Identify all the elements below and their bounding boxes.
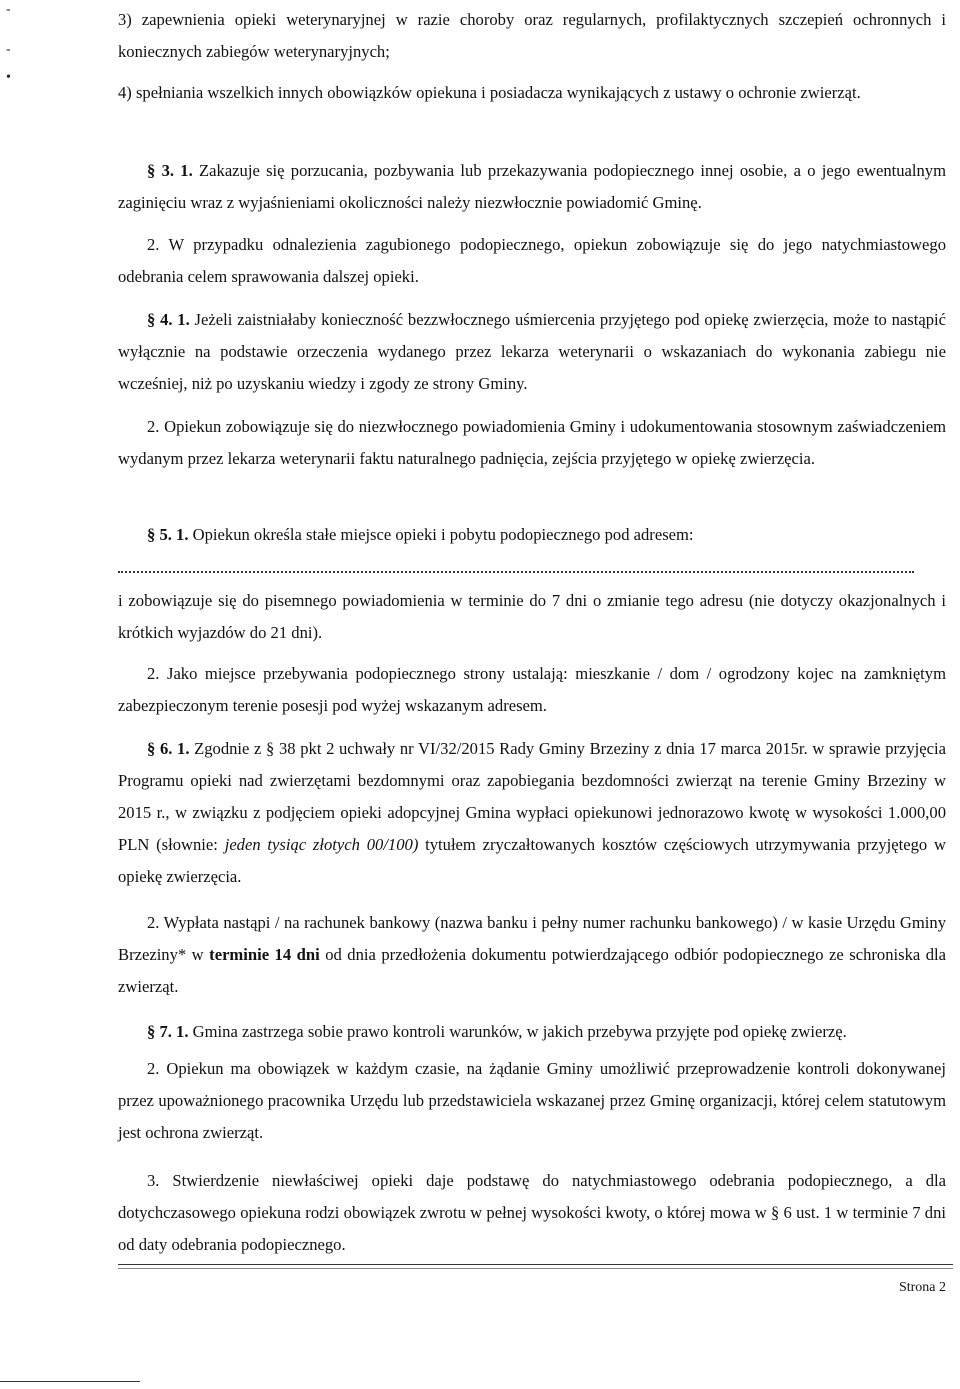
section-6-p2-text-end: od dnia przedłożenia dokumentu potwierdzającego odbiór podopiecznego ze schroniska dla zwierząt. [118,945,946,996]
payment-deadline: terminie 14 dni [209,945,320,964]
section-7-paragraph-1 [118,1016,946,1048]
section-3-p2-text: 2. W przypadku odnalezienia zagubionego podopiecznego, opiekun zobowiązuje się do jego natychmiastowego odebrania celem sprawowania dalszej opieki. [118,235,946,286]
list-item-3-text: 3) zapewnienia opieki weterynaryjnej w razie choroby oraz regularnych, profilaktycznych szczepień ochronnych i koniecznych zabiegów weterynaryjnych; [118,10,946,61]
list-item-4 [118,77,946,109]
section-5-p1-text: Opiekun określa stałe miejsce opieki i pobytu podopiecznego pod adresem: [192,525,694,544]
section-4-paragraph-1 [118,304,946,400]
section-4-heading: § 4. 1. [147,310,190,329]
section-4-p2-text: 2. Opiekun zobowiązuje się do niezwłocznego powiadomienia Gminy i udokumentowania stosownym zaświadczeniem wydanym przez lekarza weterynarii faktu naturalnego padnięcia, zejścia przyjętego w opiekę zwierzęcia. [118,417,946,468]
bottom-edge-rule [0,1381,140,1382]
section-6-paragraph-1 [118,733,946,893]
section-6-paragraph-2 [118,907,946,1003]
footer-rule-secondary [118,1268,953,1269]
section-5-heading: § 5. 1. [147,525,189,544]
page-number: Strona 2 [898,1280,946,1295]
section-6-p2-text: 2. Wypłata nastąpi / na rachunek bankowy (nazwa banku i pełny numer rachunku bankowego) / w kasie Urzędu Gminy Brzeziny* w [118,913,946,964]
footer-rule [118,1264,953,1265]
amount-in-words: jeden tysiąc złotych 00/100) [224,835,419,854]
section-4-paragraph-2 [118,411,946,475]
list-item-3 [118,4,946,68]
section-4-p1-text: Jeżeli zaistniałaby konieczność bezzwłocznego uśmiercenia przyjętego pod opiekę zwierzęcia, może to nastąpić wyłącznie na podstawie orzeczenia wydanego przez lekarza weterynarii o wskazaniach do wykonania zabiegu nie wcześniej, niż po uzyskaniu wiedzy i zgody ze strony Gminy. [118,310,946,393]
margin-mark: • [6,70,11,85]
section-5-paragraph-1-cont [118,585,946,649]
list-item-4-text: 4) spełniania wszelkich innych obowiązków opiekuna i posiadacza wynikających z ustawy o ochronie zwierząt. [118,83,861,102]
margin-mark: - [6,42,11,57]
section-7-paragraph-2 [118,1053,946,1149]
section-5-p1b-text: i zobowiązuje się do pisemnego powiadomienia w terminie do 7 dni o zmianie tego adresu (nie dotyczy okazjonalnych i krótkich wyjazdów do 21 dni). [118,591,946,642]
section-7-p2-text: 2. Opiekun ma obowiązek w każdym czasie, na żądanie Gminy umożliwić przeprowadzenie kontroli dokonywanej przez upoważnionego pracownika Urzędu lub przedstawiciela wskazanej przez Gminę organizacji, której celem statutowym jest ochrona zwierząt. [118,1059,946,1142]
section-6-p1-text-end: tytułem zryczałtowanych kosztów częściowych utrzymywania przyjętego w opiekę zwierzęcia. [118,835,946,886]
section-5-paragraph-1 [118,519,946,551]
section-5-paragraph-2 [118,658,946,722]
section-3-paragraph-2 [118,229,946,293]
section-3-p1-text: Zakazuje się porzucania, pozbywania lub przekazywania podopiecznego innej osobie, a o jego ewentualnym zaginięciu wraz z wyjaśnieniami okoliczności należy niezwłocznie powiadomić Gminę. [118,161,947,212]
section-5-p2-text: 2. Jako miejsce przebywania podopiecznego strony ustalają: mieszkanie / dom / ogrodzony kojec na zamkniętym zabezpieczonym terenie posesji pod wyżej wskazanym adresem. [118,664,946,715]
section-7-heading: § 7. 1. [147,1022,189,1041]
section-7-p3-text: 3. Stwierdzenie niewłaściwej opieki daje podstawę do natychmiastowego odebrania podopiecznego, a dla dotychczasowego opiekuna rodzi obowiązek zwrotu w pełnej wysokości kwoty, o której mowa w § 6 ust. 1 w terminie 7 dni od daty odebrania podopiecznego. [118,1171,946,1254]
section-3-paragraph-1 [118,155,946,219]
address-fill-line [118,557,914,573]
section-6-p1-text: Zgodnie z § 38 pkt 2 uchwały nr VI/32/2015 Rady Gminy Brzeziny z dnia 17 marca 2015r. w sprawie przyjęcia Programu opieki nad zwierzętami bezdomnymi oraz zapobiegania bezdomności zwierząt na terenie Gminy Brzeziny w 2015 r., w związku z podjęciem opieki adopcyjnej Gmina wypłaci opiekunowi jednorazowo kwotę w wysokości 1.000,00 PLN (słownie: [118,739,946,854]
section-3-heading: § 3. 1. [147,161,193,180]
margin-mark: - [6,2,11,17]
section-7-p1-text: Gmina zastrzega sobie prawo kontroli warunków, w jakich przebywa przyjęte pod opiekę zwierzę. [192,1022,847,1041]
section-7-paragraph-3 [118,1165,946,1261]
section-6-heading: § 6. 1. [147,739,190,758]
